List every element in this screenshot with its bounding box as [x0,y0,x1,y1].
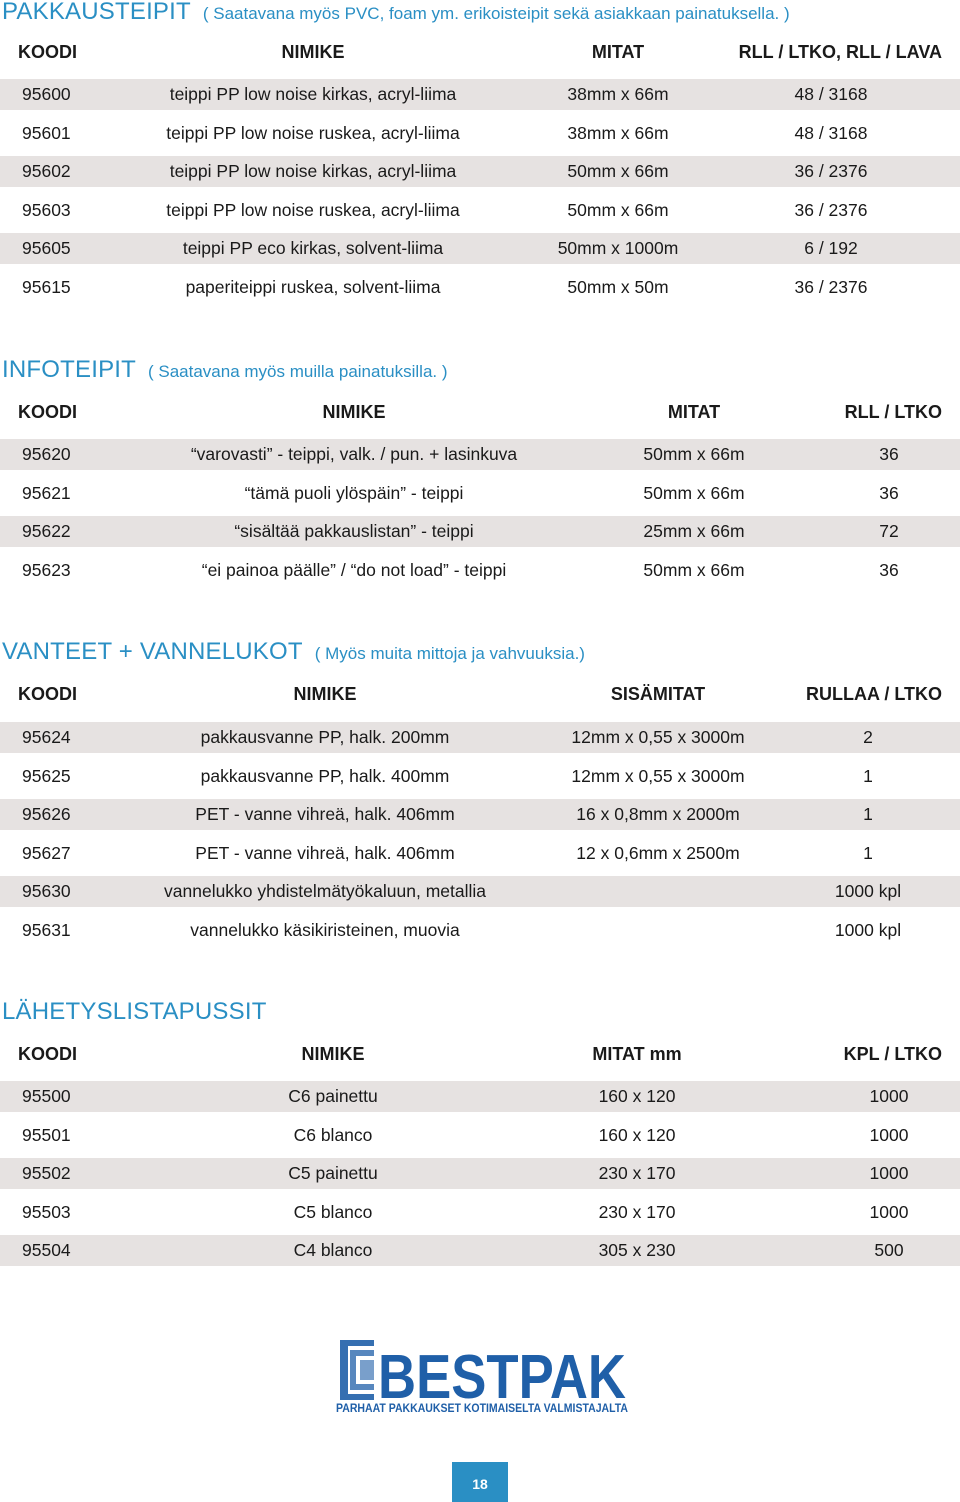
cell-code: 95624 [22,727,71,747]
column-header-name: NIMIKE [281,42,345,62]
cell-name: vannelukko yhdistelmätyökaluun, metallia [164,881,486,901]
cell-code: 95627 [22,843,71,863]
cell-dims: 50mm x 66m [643,444,745,464]
column-header-name: NIMIKE [293,684,357,704]
cell-name: pakkausvanne PP, halk. 200mm [200,727,450,747]
cell-dims: 50mm x 66m [643,560,745,580]
cell-qty: 1000 [869,1125,909,1145]
cell-dims: 50mm x 1000m [557,238,679,258]
section-note: ( Saatavana myös muilla painatuksilla. ) [148,362,448,381]
cell-name: “varovasti” - teippi, valk. / pun. + lasinkuva [190,444,518,464]
column-header-code: KOODI [18,1044,78,1064]
cell-qty: 2 [863,727,873,747]
cell-name: teippi PP eco kirkas, solvent-liima [182,238,444,258]
section-heading: VANTEET + VANNELUKOT [2,638,303,665]
cell-name: C6 painettu [288,1086,378,1106]
cell-qty: 36 [879,483,899,503]
cell-dims: 12mm x 0,55 x 3000m [571,766,745,786]
cell-dims: 160 x 120 [598,1086,676,1106]
table-row [0,761,960,792]
cell-qty: 1000 kpl [834,920,902,940]
logo-tagline: PARHAAT PAKKAUKSET KOTIMAISELTA VALMISTAJALTA [336,1403,628,1415]
cell-name: vannelukko käsikiristeinen, muovia [190,920,460,940]
cell-code: 95626 [22,804,71,824]
cell-qty: 1 [863,843,873,863]
cell-qty: 1 [863,804,873,824]
cell-code: 95621 [22,483,71,503]
cell-code: 95623 [22,560,71,580]
page-number-badge [452,1462,508,1502]
cell-dims: 50mm x 50m [567,277,669,297]
cell-code: 95501 [22,1125,71,1145]
section-title [2,998,267,1026]
cell-name: PET - vanne vihreä, halk. 406mm [195,804,455,824]
column-header-code: KOODI [18,402,78,422]
cell-qty: 1000 kpl [834,881,902,901]
cell-name: C5 painettu [288,1163,378,1183]
cell-dims: 50mm x 66m [567,200,669,220]
table-header [0,1040,960,1070]
cell-code: 95502 [22,1163,71,1183]
table-row [0,799,960,830]
cell-code: 95622 [22,521,71,541]
cell-code: 95603 [22,200,71,220]
cell-dims: 38mm x 66m [567,123,669,143]
column-header-code: KOODI [18,684,78,704]
cell-code: 95504 [22,1240,71,1260]
column-header-code: KOODI [18,42,78,62]
cell-qty: 6 / 192 [804,238,858,258]
table-row [0,1235,960,1266]
table-row [0,156,960,187]
section-title [2,356,448,384]
cell-dims: 50mm x 66m [567,161,669,181]
cell-name: teippi PP low noise kirkas, acryl-liima [169,161,457,181]
cell-code: 95615 [22,277,71,297]
cell-code: 95500 [22,1086,71,1106]
table-header [0,398,960,428]
cell-name: teippi PP low noise ruskea, acryl-liima [166,200,460,220]
cell-dims: 230 x 170 [598,1202,676,1222]
section-heading: INFOTEIPIT [2,356,136,383]
column-header-qty: RULLAA / LTKO [806,684,942,704]
table-row [0,1081,960,1112]
cell-qty: 48 / 3168 [794,84,868,104]
table-row [0,838,960,869]
cell-dims: 38mm x 66m [567,84,669,104]
cell-name: “sisältää pakkauslistan” - teippi [234,521,474,541]
section-heading: PAKKAUSTEIPIT [2,0,191,25]
table-row [0,1197,960,1228]
section-title [2,638,585,666]
section-heading: LÄHETYSLISTAPUSSIT [2,998,267,1025]
cell-qty: 500 [874,1240,904,1260]
cell-name: “tämä puoli ylöspäin” - teippi [244,483,464,503]
logo-wordmark: BESTPAK [378,1343,627,1412]
section-title [2,0,790,26]
cell-qty: 36 / 2376 [794,161,868,181]
table-row [0,915,960,946]
cell-qty: 36 / 2376 [794,277,868,297]
page-number: 18 [472,1476,488,1492]
cell-name: C6 blanco [293,1125,373,1145]
cell-name: PET - vanne vihreä, halk. 406mm [195,843,455,863]
table-row [0,516,960,547]
cell-dims: 305 x 230 [598,1240,676,1260]
table-row [0,876,960,907]
cell-qty: 48 / 3168 [794,123,868,143]
column-header-qty: KPL / LTKO [843,1044,942,1064]
cell-code: 95631 [22,920,71,940]
table-row [0,79,960,110]
table-row [0,1158,960,1189]
section-note: ( Saatavana myös PVC, foam ym. erikoisteipit sekä asiakkaan painatuksella. ) [202,4,790,23]
cell-name: paperiteippi ruskea, solvent-liima [185,277,441,297]
cell-qty: 1000 [869,1086,909,1106]
cell-qty: 1 [863,766,873,786]
table-row [0,1120,960,1151]
cell-name: C4 blanco [293,1240,373,1260]
table-row [0,272,960,303]
column-header-dims: MITAT [667,402,721,422]
cell-dims: 50mm x 66m [643,483,745,503]
table-row [0,478,960,509]
column-header-name: NIMIKE [301,1044,365,1064]
cell-dims: 25mm x 66m [643,521,745,541]
table-row [0,195,960,226]
cell-dims: 12mm x 0,55 x 3000m [571,727,745,747]
cell-dims: 160 x 120 [598,1125,676,1145]
cell-code: 95601 [22,123,71,143]
cell-name: teippi PP low noise kirkas, acryl-liima [169,84,457,104]
cell-name: C5 blanco [293,1202,373,1222]
cell-code: 95620 [22,444,71,464]
bestpak-logo [334,1326,634,1416]
cell-code: 95605 [22,238,71,258]
column-header-dims: SISÄMITAT [610,684,706,704]
table-row [0,722,960,753]
cell-name: “ei painoa päälle” / “do not load” - teippi [201,560,507,580]
table-header [0,38,960,68]
table-header [0,680,960,710]
table-row [0,555,960,586]
cell-dims: 16 x 0,8mm x 2000m [576,804,740,824]
column-header-qty: RLL / LTKO [844,402,942,422]
cell-code: 95625 [22,766,71,786]
cell-qty: 72 [879,521,899,541]
cell-dims: 12 x 0,6mm x 2500m [576,843,740,863]
table-row [0,118,960,149]
column-header-dims: MITAT [591,42,645,62]
cell-qty: 1000 [869,1163,909,1183]
section-note: ( Myös muita mittoja ja vahvuuksia.) [314,644,585,663]
cell-dims: 230 x 170 [598,1163,676,1183]
cell-code: 95600 [22,84,71,104]
column-header-dims: MITAT mm [592,1044,682,1064]
cell-code: 95630 [22,881,71,901]
cell-code: 95602 [22,161,71,181]
cell-code: 95503 [22,1202,71,1222]
table-row [0,439,960,470]
cell-qty: 1000 [869,1202,909,1222]
cell-name: pakkausvanne PP, halk. 400mm [200,766,450,786]
table-row [0,233,960,264]
cell-qty: 36 [879,560,899,580]
column-header-qty: RLL / LTKO, RLL / LAVA [738,42,942,62]
cell-qty: 36 [879,444,899,464]
cell-name: teippi PP low noise ruskea, acryl-liima [166,123,460,143]
cell-qty: 36 / 2376 [794,200,868,220]
column-header-name: NIMIKE [322,402,386,422]
